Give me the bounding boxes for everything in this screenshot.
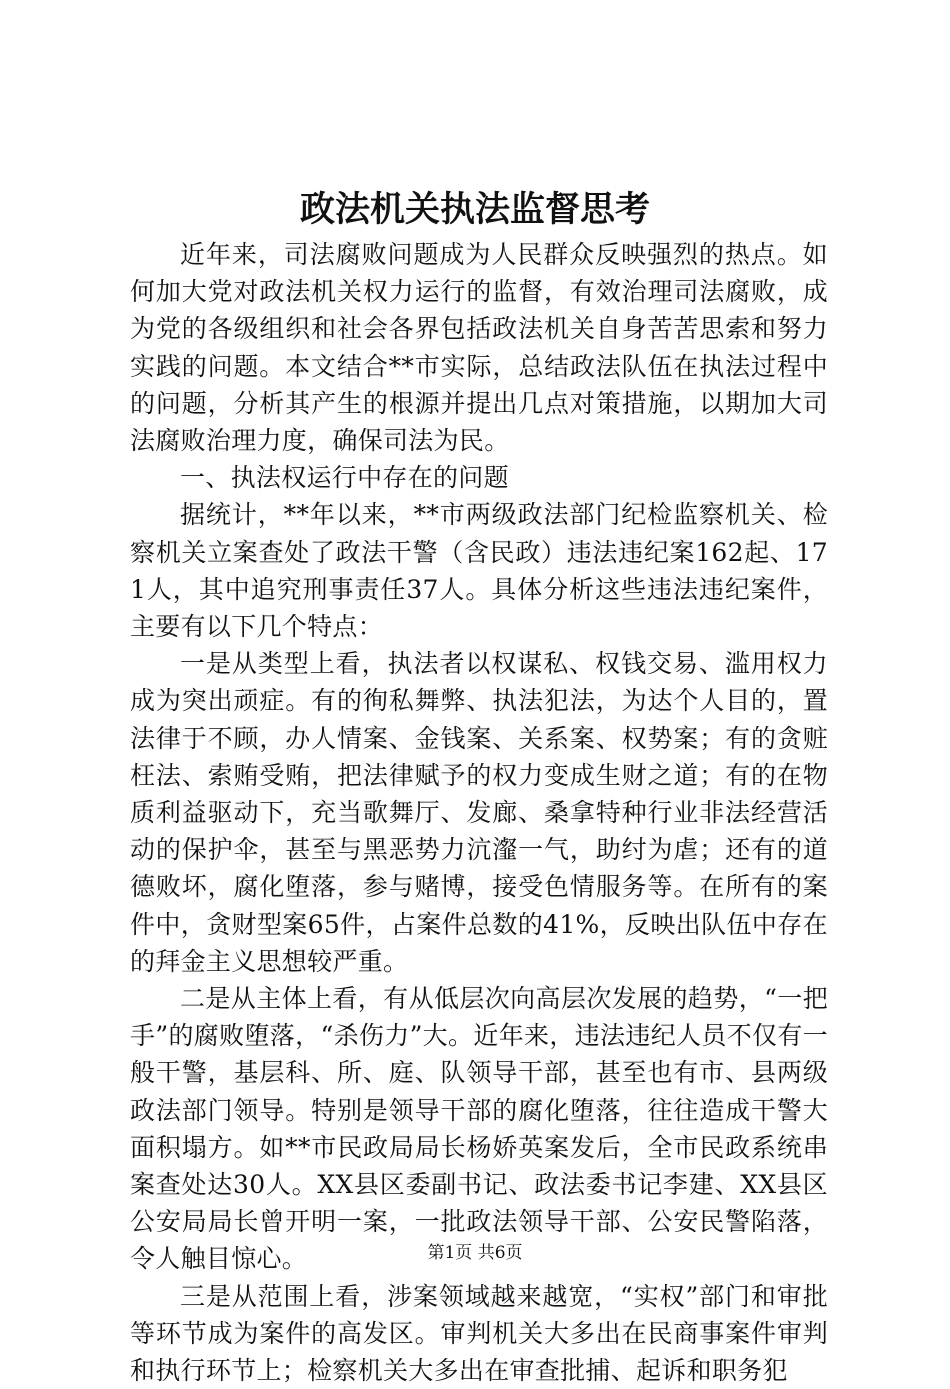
page-number: 第1页 [427, 1243, 473, 1263]
document-title: 政法机关执法监督思考 [299, 189, 650, 230]
document-body [130, 236, 828, 1389]
paragraph-point-one: 一是从类型上看，执法者以权谋私、权钱交易、滥用权力成为突出顽症。有的徇私舞弊、执法犯法，为达个人目的，置法律于不顾，办人情案、金钱案、关系案、权势案；有的贪赃枉法、索贿受贿，把法律赋予的权力变成生财之道；有的在物质利益驱动下，充当歌舞厅、发廊、桑拿特种行业非法经营活动的保护伞，甚至与黑恶势力沆瀣一气，助纣为虐；还有的道德败坏，腐化堕落，参与赌博，接受色情服务等。在所有的案件中，贪财型案65件，占案件总数的41%，反映出队伍中存在的拜金主义思想较严重。 [130, 649, 828, 976]
page-total: 共6页 [477, 1243, 523, 1263]
paragraph-intro: 近年来，司法腐败问题成为人民群众反映强烈的热点。如何加大党对政法机关权力运行的监督，有效治理司法腐败，成为党的各级组织和社会各界包括政法机关自身苦苦思索和努力实践的问题。本文结合**市实际，总结政法队伍在执法过程中的问题，分析其产生的根源并提出几点对策措施，以期加大司法腐败治理力度，确保司法为民。 [130, 240, 828, 456]
paragraph-point-two: 二是从主体上看，有从低层次向高层次发展的趋势，“一把手”的腐败堕落，“杀伤力”大。近年来，违法违纪人员不仅有一般干警，基层科、所、庭、队领导干部，甚至也有市、县两级政法部门领导。特别是领导干部的腐化堕落，往往造成干警大面积塌方。如**市民政局局长杨娇英案发后，全市民政系统串案查处达30人。XX县区委副书记、政法委书记李建、XX县区公安局局长曾开明一案，一批政法领导干部、公安民警陷落，令人触目惊心。 [130, 984, 828, 1274]
section-heading: 一、执法权运行中存在的问题 [180, 463, 509, 493]
page-footer [0, 1241, 950, 1265]
paragraph-statistics: 据统计，**年以来，**市两级政法部门纪检监察机关、检察机关立案查处了政法干警（含民政）违法违纪案162起、171人，其中追究刑事责任37人。具体分析这些违法违纪案件，主要有以下几个特点： [130, 500, 828, 642]
paragraph-point-three: 三是从范围上看，涉案领域越来越宽，“实权”部门和审批等环节成为案件的高发区。审判机关大多出在民商事案件审判和执行环节上；检察机关大多出在审查批捕、起诉和职务犯 [130, 1281, 828, 1386]
